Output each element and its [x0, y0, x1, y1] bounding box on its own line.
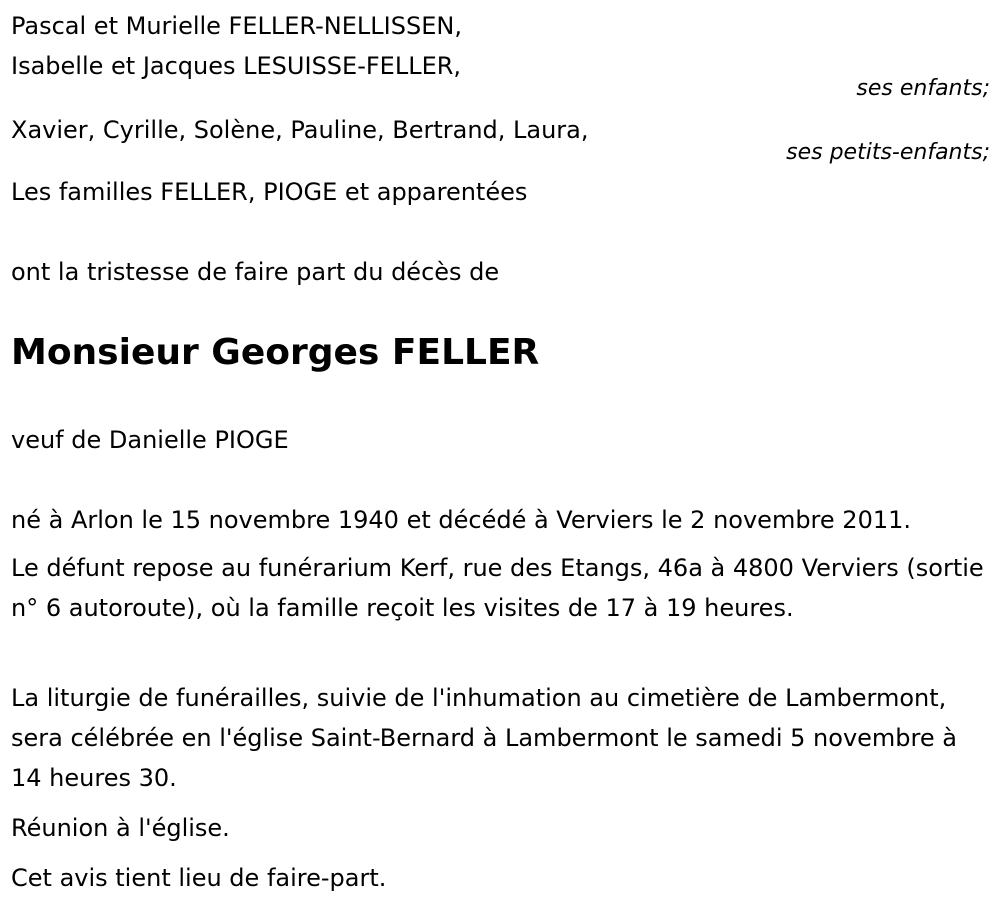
notice-line: Cet avis tient lieu de faire-part.	[11, 864, 387, 892]
families-line: Les familles FELLER, PIOGE et apparentées	[11, 178, 528, 206]
birth-death-line: né à Arlon le 15 novembre 1940 et décédé à Verviers le 2 novembre 2011.	[11, 506, 911, 534]
family-children-line-1: Pascal et Murielle FELLER-NELLISSEN,	[11, 12, 462, 40]
liturgy-paragraph: La liturgie de funérailles, suivie de l'inhumation au cimetière de Lambermont, sera célébrée en l'église Saint-Bernard à Lambermont le samedi 5 novembre à 14 heures 30.	[11, 684, 957, 792]
grandchildren-role-label: ses petits-enfants;	[786, 140, 990, 165]
children-role-label: ses enfants;	[856, 76, 990, 101]
repose-paragraph: Le défunt repose au funérarium Kerf, rue des Etangs, 46a à 4800 Verviers (sortie n° 6 autoroute), où la famille reçoit les visites de 17 à 19 heures.	[11, 554, 984, 622]
family-children-line-2: Isabelle et Jacques LESUISSE-FELLER,	[11, 52, 462, 80]
deceased-name-heading: Monsieur Georges FELLER	[11, 332, 540, 373]
announcement-line: ont la tristesse de faire part du décès de	[11, 258, 500, 286]
meeting-line: Réunion à l'église.	[11, 814, 230, 842]
widower-line: veuf de Danielle PIOGE	[11, 426, 289, 454]
grandchildren-line: Xavier, Cyrille, Solène, Pauline, Bertrand, Laura,	[11, 116, 589, 144]
